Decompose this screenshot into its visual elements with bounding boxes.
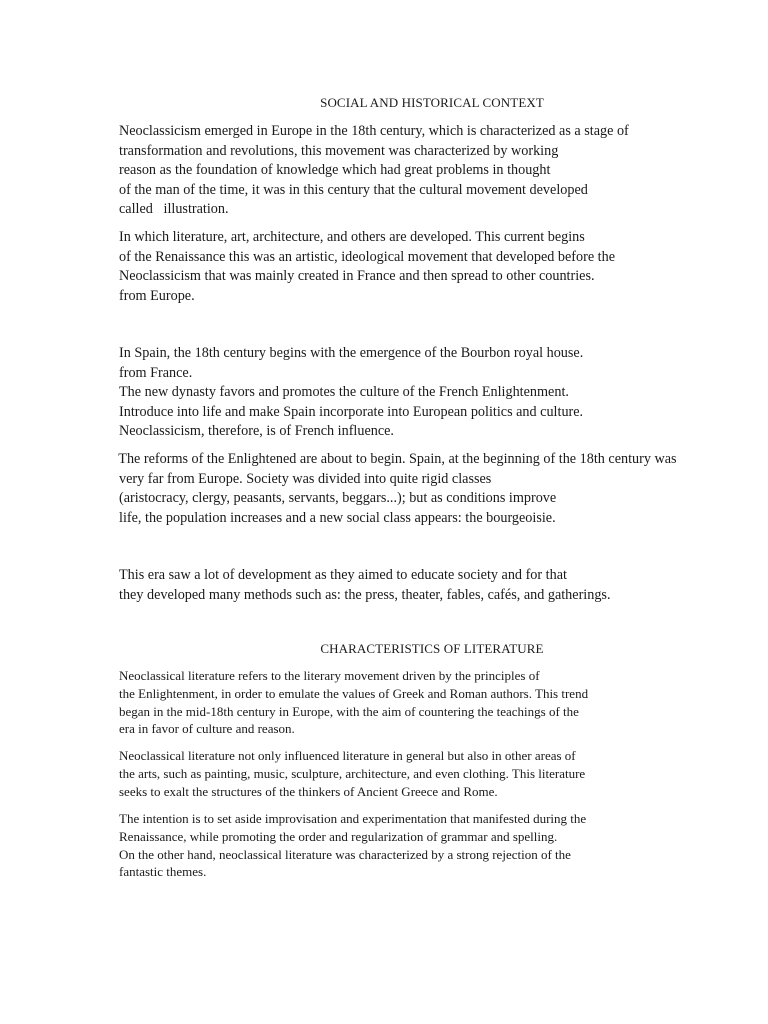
text-line: Neoclassical literature not only influenced literature in general but also in other areas of xyxy=(119,748,576,763)
text-line: In which literature, art, architecture, and others are developed. This current begins xyxy=(119,229,585,245)
text-line: of the man of the time, it was in this century that the cultural movement developed xyxy=(119,181,588,198)
text-line: On the other hand, neoclassical literature was characterized by a strong rejection of the xyxy=(119,846,571,862)
text-line: This era saw a lot of development as they aimed to educate society and for that xyxy=(119,567,567,583)
text-line: seeks to exalt the structures of the thinkers of Ancient Greece and Rome. xyxy=(119,783,498,799)
text-line: Renaissance, while promoting the order and regularization of grammar and spelling. xyxy=(119,828,558,844)
text-line: The new dynasty favors and promotes the culture of the French Enlightenment. xyxy=(119,384,569,401)
text-line: reason as the foundation of knowledge which had great problems in thought xyxy=(119,162,551,179)
paragraph-influence-on-arts xyxy=(119,747,759,800)
text-line: of the Renaissance this was an artistic, ideological movement that developed before the xyxy=(119,248,616,265)
section-heading-characteristics-of-literature: CHARACTERISTICS OF LITERATURE xyxy=(320,641,544,656)
text-line: life, the population increases and a new social class appears: the bourgeoisie. xyxy=(119,509,556,526)
paragraph-neoclassical-literature-definition xyxy=(119,667,759,738)
section-heading-social-historical-context: SOCIAL AND HISTORICAL CONTEXT xyxy=(320,95,544,110)
text-line: from France. xyxy=(119,364,193,381)
paragraph-intention-and-rejection xyxy=(119,810,759,881)
text-line: Neoclassical literature refers to the literary movement driven by the principles of xyxy=(119,668,540,683)
text-line: very far from Europe. Society was divided into quite rigid classes xyxy=(119,470,492,487)
text-line: they developed many methods such as: the press, theater, fables, cafés, and gatherings. xyxy=(119,586,611,603)
text-line: (aristocracy, clergy, peasants, servants, beggars...); but as conditions improve xyxy=(119,490,557,507)
paragraph-neoclassicism-origin xyxy=(119,122,759,220)
text-line: era in favor of culture and reason. xyxy=(119,721,295,737)
text-line: from Europe. xyxy=(119,287,195,304)
paragraph-renaissance-current xyxy=(119,228,759,306)
text-line: In Spain, the 18th century begins with the emergence of the Bourbon royal house. xyxy=(119,345,584,361)
text-line: Neoclassicism emerged in Europe in the 18th century, which is characterized as a stage of xyxy=(119,123,629,139)
text-line: Introduce into life and make Spain incorporate into European politics and culture. xyxy=(119,403,584,420)
text-line: fantastic themes. xyxy=(119,864,207,880)
paragraph-era-development xyxy=(119,566,759,605)
text-line: called illustration. xyxy=(119,201,229,218)
text-line: The reforms of the Enlightened are about to begin. Spain, at the beginning of the 18th century was xyxy=(115,451,677,467)
paragraph-spain-bourbon xyxy=(119,344,759,442)
paragraph-enlightened-reforms xyxy=(115,450,755,528)
text-line: the arts, such as painting, music, sculpture, architecture, and even clothing. This literature xyxy=(119,765,586,781)
text-line: Neoclassicism that was mainly created in France and then spread to other countries. xyxy=(119,268,595,285)
text-line: The intention is to set aside improvisation and experimentation that manifested during the xyxy=(119,811,587,826)
text-line: the Enlightenment, in order to emulate the values of Greek and Roman authors. This trend xyxy=(119,685,589,701)
text-line: began in the mid-18th century in Europe, with the aim of countering the teachings of the xyxy=(119,703,579,719)
text-line: transformation and revolutions, this movement was characterized by working xyxy=(119,142,559,159)
text-line: Neoclassicism, therefore, is of French influence. xyxy=(119,423,394,440)
